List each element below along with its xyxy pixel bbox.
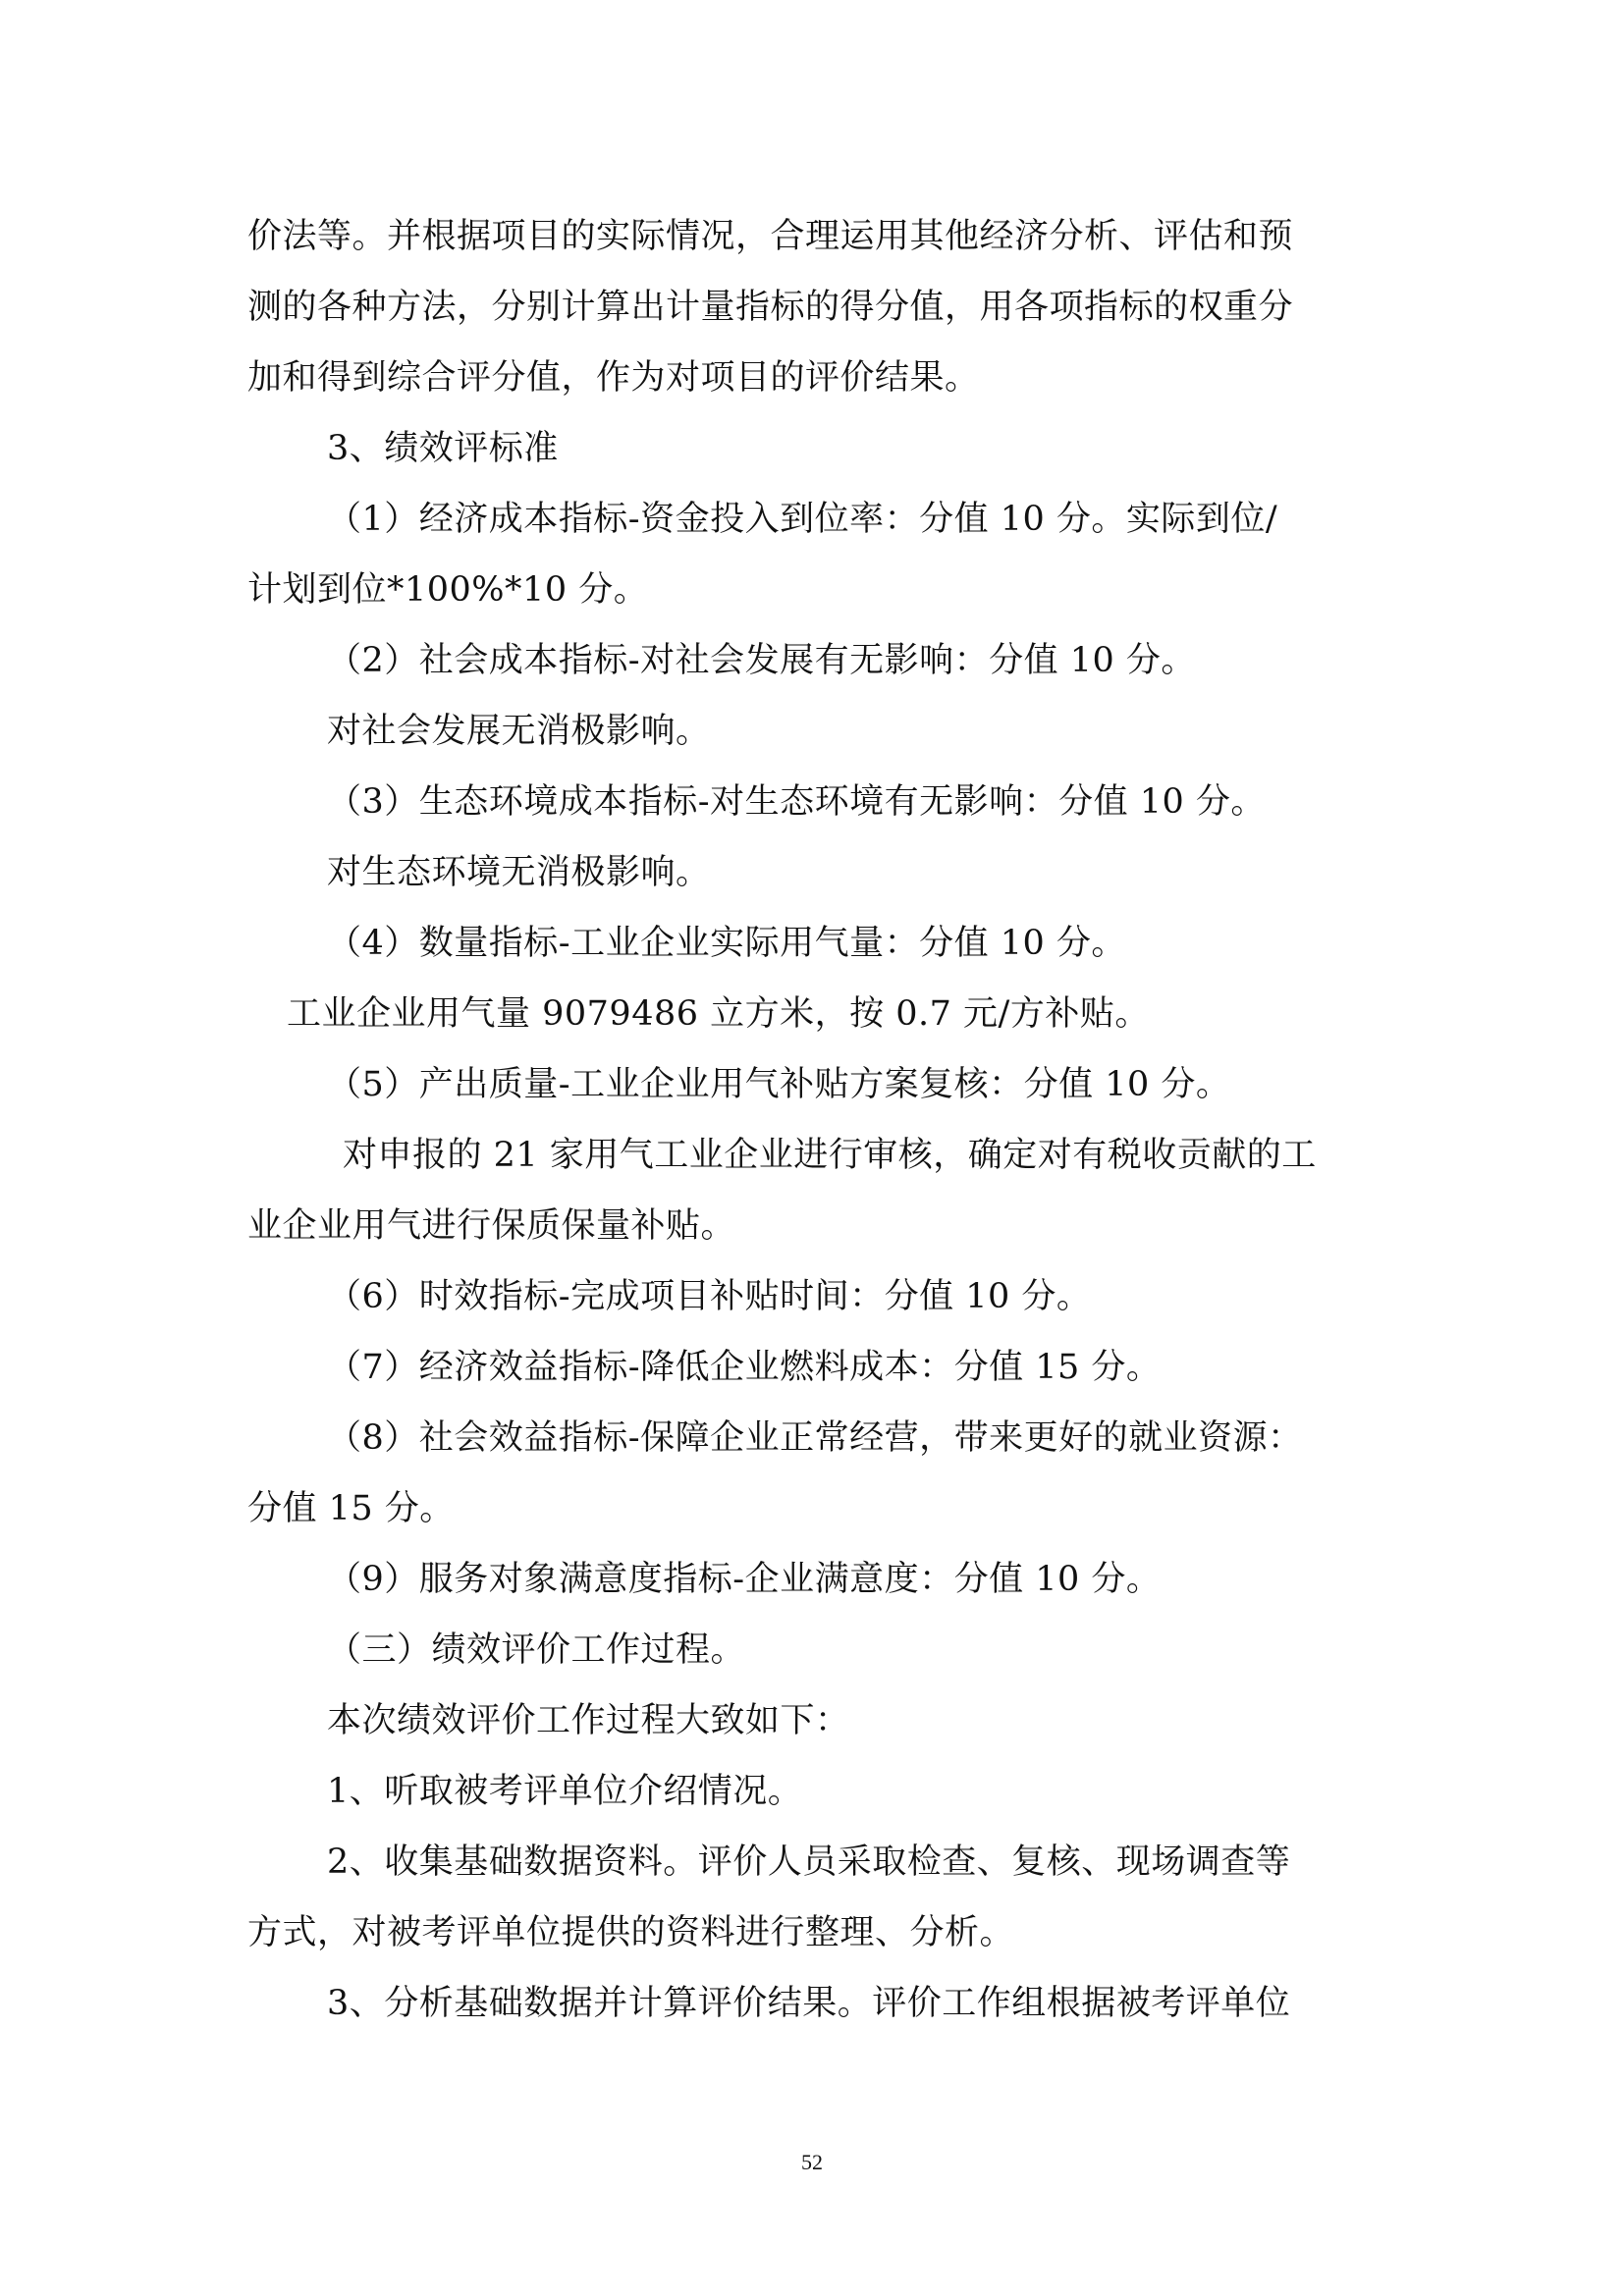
- body-text-line: 对社会发展无消极影响。: [327, 712, 711, 751]
- body-text-line: （2）社会成本指标-对社会发展有无影响：分值 10 分。: [327, 641, 1196, 680]
- body-text-line: 2、收集基础数据资料。评价人员采取检查、复核、现场调查等: [327, 1842, 1291, 1882]
- body-text-line: 方式，对被考评单位提供的资料进行整理、分析。: [247, 1913, 1015, 1952]
- body-text-line: 价法等。并根据项目的实际情况，合理运用其他经济分析、评估和预: [247, 217, 1294, 256]
- body-text-line: 加和得到综合评分值，作为对项目的评价结果。: [247, 358, 980, 398]
- body-text-line: 分值 15 分。: [247, 1489, 455, 1528]
- body-text-line: 1、听取被考评单位介绍情况。: [327, 1772, 803, 1811]
- body-text-line: （6）时效指标-完成项目补贴时间：分值 10 分。: [327, 1277, 1092, 1316]
- body-text-line: 测的各种方法，分别计算出计量指标的得分值，用各项指标的权重分: [247, 288, 1294, 327]
- body-text-line: 3、分析基础数据并计算评价结果。评价工作组根据被考评单位: [327, 1984, 1291, 2023]
- body-text-line: （3）生态环境成本指标-对生态环境有无影响：分值 10 分。: [327, 782, 1266, 822]
- body-text-line: （8）社会效益指标-保障企业正常经营，带来更好的就业资源：: [327, 1418, 1303, 1458]
- body-text-line: 本次绩效评价工作过程大致如下：: [327, 1701, 850, 1740]
- body-text-line: （7）经济效益指标-降低企业燃料成本：分值 15 分。: [327, 1348, 1162, 1387]
- body-text-line: （9）服务对象满意度指标-企业满意度：分值 10 分。: [327, 1560, 1162, 1599]
- body-text-line: 对生态环境无消极影响。: [327, 853, 711, 892]
- body-text-line: （5）产出质量-工业企业用气补贴方案复核：分值 10 分。: [327, 1065, 1231, 1104]
- body-text-line: （4）数量指标-工业企业实际用气量：分值 10 分。: [327, 924, 1126, 963]
- body-text-line: 工业企业用气量 9079486 立方米，按 0.7 元/方补贴。: [287, 994, 1150, 1034]
- page-number: 52: [801, 2150, 823, 2174]
- body-text-line: 计划到位*100%*10 分。: [247, 570, 649, 610]
- body-text-line: 对申报的 21 家用气工业企业进行审核，确定对有税收贡献的工: [343, 1136, 1317, 1175]
- body-text-line: （1）经济成本指标-资金投入到位率：分值 10 分。实际到位/: [327, 500, 1278, 539]
- section-heading: 3、绩效评标准: [327, 429, 559, 468]
- section-heading: （三）绩效评价工作过程。: [327, 1630, 746, 1670]
- body-text-line: 业企业用气进行保质保量补贴。: [247, 1206, 736, 1246]
